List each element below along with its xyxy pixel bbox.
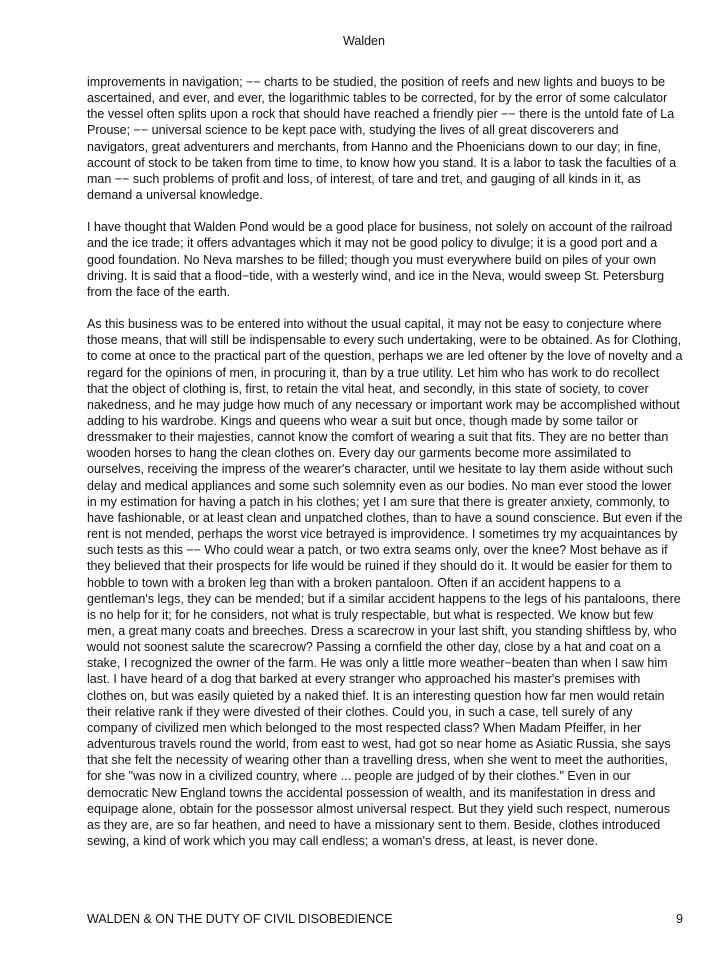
paragraph: As this business was to be entered into without the usual capital, it may not be easy to conjecture where those means, that will still be indispensable to every such undertaking, were to be obtained. As for Clothing, to come at once to the practical part of the question, perhaps we are led oftener by the love of novelty and a regard for the opinions of men, in procuring it, than by a true utility. Let him who has work to do recollect that the object of clothing is, first, to retain the vital heat, and secondly, in this state of society, to cover nakedness, and he may judge how much of any necessary or important work may be accomplished without adding to his wardrobe. Kings and queens who wear a suit but once, though made by some tailor or dressmaker to their majesties, cannot know the comfort of wearing a suit that fits. They are no better than wooden horses to hang the clean clothes on. Every day our garments become more assimilated to ourselves, receiving the impress of the wearer's character, until we hesitate to lay them aside without such delay and medical appliances and some such solemnity even as our bodies. No man ever stood the lower in my estimation for having a patch in his clothes; yet I am sure that there is greater anxiety, commonly, to have fashionable, or at least clean and unpatched clothes, than to have a sound conscience. But even if the rent is not mended, perhaps the worst vice betrayed is improvidence. I sometimes try my acquaintances by such tests as this −− Who could wear a patch, or two extra seams only, over the knee? Most behave as if they believed that their prospects for life would be ruined if they should do it. It would be easier for them to hobble to town with a broken leg than with a broken pantaloon. Often if an accident happens to a gentleman's legs, they can be mended; but if a similar accident happens to the legs of his pantaloons, there is no help for it; for he considers, not what is truly respectable, but what is respected. We know but few men, a great many coats and breeches. Dress a scarecrow in your last shift, you standing shiftless by, who would not soonest salute the scarecrow? Passing a cornfield the other day, close by a hat and coat on a stake, I recognized the owner of the farm. He was only a little more weather−beaten than when I saw him last. I have heard of a dog that barked at every stranger who approached his master's premises with clothes on, but was easily quieted by a naked thief. It is an interesting question how far men would retain their relative rank if they were divested of their clothes. Could you, in such a case, tell surely of any company of civilized men which belonged to the most respected class? When Madam Pfeiffer, in her adventurous travels round the world, from east to west, had got so near home as Asiatic Russia, she says that she felt the necessity of wearing other than a travelling dress, when she went to meet the authorities, for she "was now in a civilized country, where ... people are judged of by their clothes." Even in our democratic New England towns the accidental possession of wealth, and its manifestation in dress and equipage alone, obtain for the possessor almost universal respect. But they yield such respect, numerous as they are, are so far heathen, and need to have a missionary sent to them. Beside, clothes introduced sewing, a kind of work which you may call endless; a woman's dress, at least, is never done. bbox=[87, 317, 683, 849]
page-header: Walden bbox=[343, 34, 385, 48]
page-number: 9 bbox=[676, 912, 683, 926]
paragraph: I have thought that Walden Pond would be a good place for business, not solely on account of the railroad and the ice trade; it offers advantages which it may not be good policy to divulge; it is a good port and a good foundation. No Neva marshes to be filled; though you must everywhere build on piles of your own driving. It is said that a flood−tide, with a westerly wind, and ice in the Neva, would sweep St. Petersburg from the face of the earth. bbox=[87, 220, 673, 299]
footer-book-title: WALDEN & ON THE DUTY OF CIVIL DISOBEDIENCE bbox=[87, 912, 393, 926]
paragraph: improvements in navigation; −− charts to be studied, the position of reefs and new lights and buoys to be ascertained, and ever, and ever, the logarithmic tables to be corrected, for by the error of some calculator the vessel often splits upon a rock that should have reached a friendly pier −− there is the untold fate of La Prouse; −− universal science to be kept pace with, studying the lives of all great discoverers and navigators, great adventurers and merchants, from Hanno and the Phoenicians down to our day; in fine, account of stock to be taken from time to time, to know how you stand. It is a labor to task the faculties of a man −− such problems of profit and loss, of interest, of tare and tret, and gauging of all kinds in it, as demand a universal knowledge. bbox=[87, 75, 677, 203]
page-body bbox=[87, 74, 683, 849]
